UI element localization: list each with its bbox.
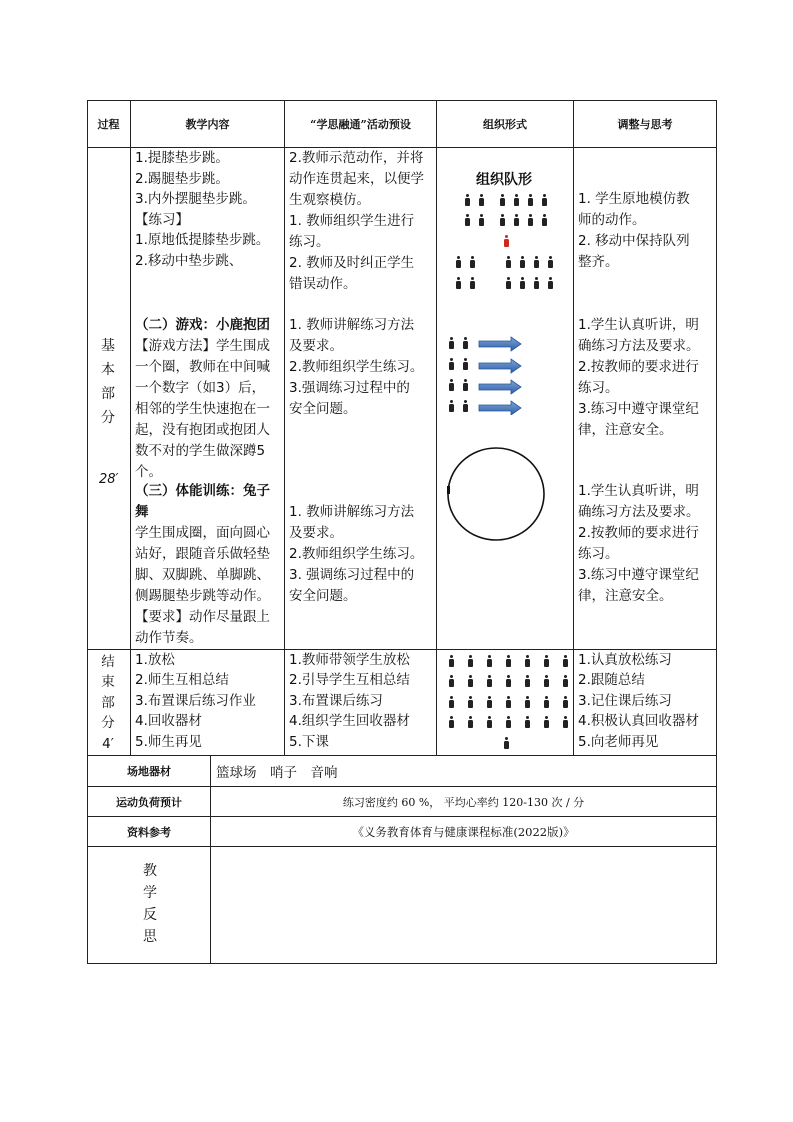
student-figure-icon (562, 716, 568, 728)
label-char: 分 (101, 715, 115, 732)
end-content-line: 4.回收器材 (135, 713, 202, 730)
student-figure-icon (524, 716, 530, 728)
activity-line: 安全问题。 (289, 588, 357, 604)
adjust-drills (578, 189, 690, 273)
student-figure-icon (562, 675, 568, 687)
adjust-line: 1.学生认真听讲，明 (578, 317, 699, 333)
teacher-marker (447, 486, 450, 494)
adjust-line: 练习。 (578, 546, 619, 562)
content-line: 站好，跟随音乐做轻垫 (135, 546, 270, 562)
header-adjustment: 调整与思考 (617, 117, 673, 131)
activity-line: 及要求。 (289, 525, 343, 541)
student-figure-icon (467, 696, 473, 708)
student-figure-icon (524, 696, 530, 708)
student-figure-icon (486, 655, 492, 667)
content-line: 学生围成圈，面向圆心 (135, 525, 270, 541)
student-figure-icon (519, 277, 525, 289)
adjust-line: 2. 移动中保持队列 (578, 233, 690, 249)
label-char: 结 (101, 654, 115, 670)
student-figure-icon (543, 655, 549, 667)
activity-line: 动作连贯起来，以便学 (289, 171, 424, 187)
label-char: 教 (143, 863, 157, 879)
game-title: （二）游戏：小鹿抱团 (135, 317, 270, 333)
label-char: 思 (143, 929, 157, 945)
content-line: 1.提膝垫步跳。 (135, 150, 229, 166)
content-fitness (135, 481, 270, 649)
student-figure-icon (448, 716, 454, 728)
student-figure-icon (562, 655, 568, 667)
end-adjust (578, 650, 699, 752)
header-activity: “学思融通”活动预设 (310, 117, 411, 131)
content-line: 数不对的学生做深蹲5 (135, 443, 266, 459)
student-figure-icon (462, 358, 468, 370)
activity-line: 2.教师示范动作，并将 (289, 150, 424, 166)
adjust-fitness (578, 481, 700, 607)
basic-section-time: 28′ (99, 472, 119, 487)
header-process: 过程 (97, 117, 120, 131)
load-value: 练习密度约 60 %， 平均心率约 120-130 次 / 分 (342, 795, 585, 809)
student-figure-icon (462, 337, 468, 349)
content-line: 起，没有抱团或抱团人 (135, 422, 270, 438)
student-figure-icon (486, 716, 492, 728)
fitness-title-cont: 舞 (135, 504, 149, 520)
student-figure-icon (519, 256, 525, 268)
formation-title: 组织队形 (476, 172, 532, 188)
end-activity-line: 2.引导学生互相总结 (289, 672, 410, 689)
activity-line: 错误动作。 (289, 276, 357, 292)
end-adjust-line: 5.向老师再见 (578, 733, 659, 750)
student-figure-icon (505, 696, 511, 708)
adjust-line: 3.练习中遵守课堂纪 (578, 401, 699, 417)
venue-label: 场地器材 (127, 765, 171, 778)
student-figure-icon (541, 194, 547, 206)
student-figure-icon (464, 194, 470, 206)
student-figure-icon (467, 655, 473, 667)
content-line: 个。 (135, 464, 162, 480)
student-figure-icon (486, 675, 492, 687)
arrow-icon (479, 380, 521, 394)
arrow-icon (479, 337, 521, 351)
student-figure-icon (464, 214, 470, 226)
student-figure-icon (448, 358, 454, 370)
student-figure-icon (562, 696, 568, 708)
content-line: 脚、双脚跳、单脚跳、 (135, 567, 270, 583)
student-figure-icon (513, 214, 519, 226)
adjust-line: 确练习方法及要求。 (578, 338, 700, 354)
end-activity-line: 5.下课 (289, 733, 329, 750)
student-figure-icon (513, 194, 519, 206)
content-line: 动作节奏。 (135, 630, 203, 646)
student-figure-icon (533, 277, 539, 289)
student-figure-icon (533, 256, 539, 268)
label-char: 学 (143, 885, 157, 901)
end-content-line: 3.布置课后练习作业 (135, 692, 256, 709)
student-figure-icon (448, 379, 454, 391)
student-figure-icon (541, 214, 547, 226)
activity-line: 生观察模仿。 (289, 192, 370, 208)
label-char: 本 (101, 362, 115, 378)
student-figure-icon (543, 716, 549, 728)
end-content-line: 2.师生互相总结 (135, 672, 229, 689)
student-figure-icon (505, 655, 511, 667)
activity-line: 1. 教师组织学生进行 (289, 213, 415, 229)
end-activity-line: 4.组织学生回收器材 (289, 713, 410, 730)
content-line: 【要求】动作尽量跟上 (135, 609, 270, 625)
end-activity (289, 650, 410, 752)
reference-value: 《义务教育体育与健康课程标准(2022版)》 (352, 824, 575, 839)
adjust-line: 3.练习中遵守课堂纪 (578, 567, 699, 583)
student-figure-icon (462, 400, 468, 412)
student-figure-icon (455, 256, 461, 268)
arrow-icon (479, 401, 521, 415)
load-label: 运动负荷预计 (116, 795, 182, 809)
student-figure-icon (543, 696, 549, 708)
student-figure-icon (527, 214, 533, 226)
student-figure-icon (486, 696, 492, 708)
student-figure-icon (455, 277, 461, 289)
student-figure-icon (505, 716, 511, 728)
end-adjust-line: 4.积极认真回收器材 (578, 713, 699, 730)
adjust-line: 2.按教师的要求进行 (578, 525, 699, 541)
end-section-label (88, 650, 128, 752)
label-char: 反 (143, 907, 157, 923)
student-figure-icon (499, 194, 505, 206)
circle-formation-figure (443, 445, 549, 545)
adjust-line: 1.学生认真听讲，明 (578, 483, 699, 499)
student-figure-icon (478, 214, 484, 226)
activity-line: 3.强调练习过程中的 (289, 380, 410, 396)
student-figure-icon (547, 277, 553, 289)
student-figure-icon (543, 675, 549, 687)
end-section-time: 4′ (102, 735, 114, 752)
reflection-label (130, 860, 170, 948)
header-content: 教学内容 (185, 117, 230, 131)
student-figure-icon (505, 256, 511, 268)
student-figure-icon (448, 696, 454, 708)
end-adjust-line: 1.认真放松练习 (578, 652, 672, 668)
activity-line: 1. 教师讲解练习方法 (289, 317, 415, 333)
adjust-line: 师的动作。 (578, 212, 646, 228)
activity-drills (289, 148, 424, 295)
student-figure-icon (467, 716, 473, 728)
student-figure-icon (547, 256, 553, 268)
adjust-line: 练习。 (578, 380, 619, 396)
content-line: 相邻的学生快速抱在一 (135, 401, 270, 417)
label-char: 部 (101, 694, 115, 711)
content-game (135, 315, 270, 483)
student-figure-icon (527, 194, 533, 206)
student-figure-icon (478, 194, 484, 206)
activity-line: 3. 强调练习过程中的 (289, 567, 415, 583)
activity-line: 2. 教师及时纠正学生 (289, 255, 415, 271)
content-line: 一个数字（如3）后， (135, 380, 266, 396)
content-line: 2.移动中垫步跳、 (135, 252, 243, 269)
content-line: 【游戏方法】学生围成 (135, 338, 270, 354)
adjust-line: 2.按教师的要求进行 (578, 359, 699, 375)
student-figure-icon (524, 675, 530, 687)
fitness-title: （三）体能训练：兔子 (135, 483, 270, 499)
student-figure-icon (505, 675, 511, 687)
end-content-line: 5.师生再见 (135, 733, 202, 750)
activity-line: 2.教师组织学生练习。 (289, 359, 424, 375)
label-char: 束 (101, 674, 115, 691)
student-figure-icon (448, 655, 454, 667)
basic-section-label (88, 334, 128, 430)
activity-line: 2.教师组织学生练习。 (289, 546, 424, 562)
student-figure-icon (462, 379, 468, 391)
header-organization: 组织形式 (483, 117, 527, 131)
content-line: 1.原地低提膝垫步跳。 (135, 232, 270, 248)
content-drills (135, 148, 269, 271)
end-content-line: 1.放松 (135, 652, 175, 668)
student-figure-icon (469, 277, 475, 289)
content-line: 3.内外摆腿垫步跳。 (135, 191, 256, 207)
circle-formation-ring (448, 448, 544, 540)
end-activity-line: 1.教师带领学生放松 (289, 652, 410, 668)
label-char: 部 (101, 386, 115, 402)
adjust-line: 律，注意安全。 (578, 588, 673, 604)
label-char: 基 (101, 338, 115, 354)
activity-line: 及要求。 (289, 338, 343, 354)
activity-fitness (289, 502, 423, 607)
arrow-icon (479, 359, 521, 373)
student-figure-icon (505, 277, 511, 289)
student-figure-icon (448, 400, 454, 412)
student-figure-icon (503, 737, 509, 749)
content-line: 2.踢腿垫步跳。 (135, 170, 229, 187)
adjust-line: 确练习方法及要求。 (578, 504, 700, 520)
activity-line: 安全问题。 (289, 401, 357, 417)
student-figure-icon (467, 675, 473, 687)
content-line: 【练习】 (135, 211, 189, 228)
content-line: 一个圈，教师在中间喊 (135, 359, 270, 375)
teacher-figure-icon (503, 235, 509, 247)
student-figure-icon (524, 655, 530, 667)
adjust-line: 整齐。 (578, 254, 619, 270)
adjust-line: 1. 学生原地模仿教 (578, 191, 690, 207)
adjust-line: 律，注意安全。 (578, 422, 673, 438)
adjust-game (578, 315, 700, 441)
end-adjust-line: 2.跟随总结 (578, 672, 645, 689)
reference-label: 资料参考 (127, 825, 171, 839)
end-activity-line: 3.布置课后练习 (289, 692, 383, 709)
activity-line: 练习。 (289, 234, 330, 250)
venue-value: 篮球场 哨子 音响 (216, 765, 338, 781)
activity-game (289, 315, 423, 420)
student-figure-icon (499, 214, 505, 226)
student-figure-icon (448, 675, 454, 687)
student-figure-icon (448, 337, 454, 349)
label-char: 分 (101, 410, 115, 426)
activity-line: 1. 教师讲解练习方法 (289, 504, 415, 520)
content-line: 侧踢腿垫步跳等动作。 (135, 588, 270, 604)
end-adjust-line: 3.记住课后练习 (578, 692, 672, 709)
student-figure-icon (469, 256, 475, 268)
end-content (135, 650, 256, 752)
